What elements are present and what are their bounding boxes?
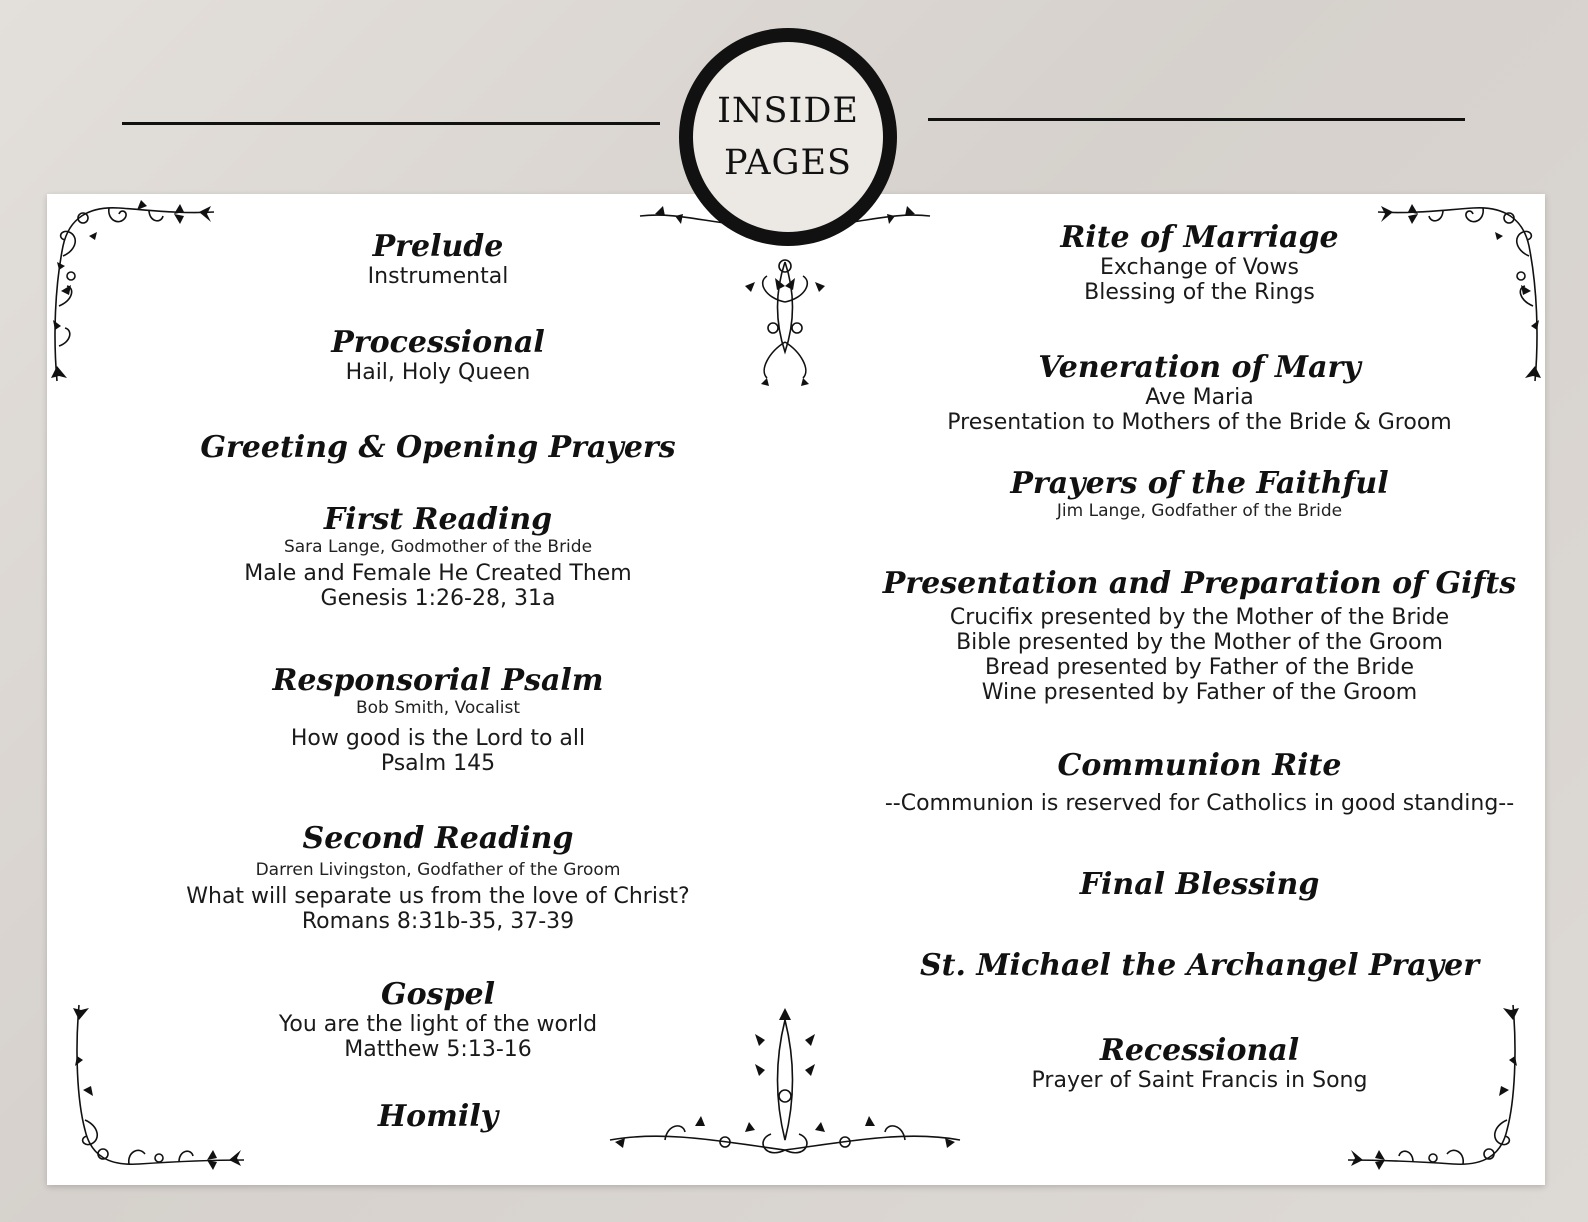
rite-line-2: Blessing of the Rings xyxy=(1084,280,1315,305)
section-final-blessing xyxy=(832,868,1567,902)
section-second-reading xyxy=(47,822,829,934)
heading-prelude: Prelude xyxy=(372,229,504,264)
heading-homily: Homily xyxy=(377,1099,499,1134)
communion-note: --Communion is reserved for Catholics in good standing-- xyxy=(884,791,1515,816)
corner-flourish-bottom-right-icon xyxy=(1343,1000,1543,1180)
second-reading-reader: Darren Livingston, Godfather of the Groom xyxy=(255,860,621,880)
corner-flourish-bottom-left-icon xyxy=(49,1000,249,1180)
veneration-line-1: Ave Maria xyxy=(1145,385,1254,410)
first-reading-title: Male and Female He Created Them xyxy=(244,561,632,586)
first-reading-citation: Genesis 1:26-28, 31a xyxy=(320,586,556,611)
heading-gifts: Presentation and Preparation of Gifts xyxy=(882,566,1517,601)
section-greeting xyxy=(47,431,829,465)
prayers-reader: Jim Lange, Godfather of the Bride xyxy=(1056,501,1343,521)
second-reading-citation: Romans 8:31b-35, 37-39 xyxy=(301,909,575,934)
section-gifts xyxy=(832,567,1567,705)
heading-final-blessing: Final Blessing xyxy=(1079,867,1320,902)
gifts-line-4: Wine presented by Father of the Groom xyxy=(981,680,1418,705)
inside-pages-badge xyxy=(679,28,897,246)
badge-line-1: INSIDE xyxy=(717,91,859,131)
section-prayers xyxy=(832,467,1567,521)
gifts-line-2: Bible presented by the Mother of the Groom xyxy=(956,630,1443,655)
corner-flourish-top-right-icon xyxy=(1373,196,1543,386)
heading-veneration: Veneration of Mary xyxy=(1038,350,1361,385)
heading-st-michael: St. Michael the Archangel Prayer xyxy=(919,948,1480,983)
center-flourish-bottom-icon xyxy=(605,1000,965,1175)
prelude-line: Instrumental xyxy=(367,264,509,289)
heading-greeting: Greeting & Opening Prayers xyxy=(200,430,676,465)
recessional-line: Prayer of Saint Francis in Song xyxy=(1031,1068,1368,1093)
section-communion xyxy=(832,749,1567,816)
heading-gospel: Gospel xyxy=(381,977,495,1012)
badge-face xyxy=(693,42,883,232)
gifts-line-1: Crucifix presented by the Mother of the Bride xyxy=(949,605,1450,630)
heading-prayers: Prayers of the Faithful xyxy=(1010,466,1389,501)
heading-rite: Rite of Marriage xyxy=(1060,220,1339,255)
heading-psalm: Responsorial Psalm xyxy=(272,663,604,698)
section-first-reading xyxy=(47,503,829,611)
heading-communion: Communion Rite xyxy=(1057,748,1342,783)
first-reading-reader: Sara Lange, Godmother of the Bride xyxy=(283,537,593,557)
heading-first-reading: First Reading xyxy=(323,502,553,537)
veneration-line-2: Presentation to Mothers of the Bride & Groom xyxy=(947,410,1452,435)
divider-line-right xyxy=(928,118,1465,121)
section-st-michael xyxy=(832,949,1567,983)
psalm-reader: Bob Smith, Vocalist xyxy=(355,698,521,718)
gifts-line-3: Bread presented by Father of the Bride xyxy=(984,655,1415,680)
processional-line: Hail, Holy Queen xyxy=(345,360,531,385)
divider-line-left xyxy=(122,122,660,125)
gospel-citation: Matthew 5:13-16 xyxy=(344,1037,532,1062)
heading-recessional: Recessional xyxy=(1099,1033,1300,1068)
heading-second-reading: Second Reading xyxy=(302,821,574,856)
badge-line-2: PAGES xyxy=(723,143,853,183)
psalm-title: How good is the Lord to all xyxy=(290,726,586,751)
heading-processional: Processional xyxy=(331,325,545,360)
corner-flourish-top-left-icon xyxy=(49,196,219,386)
section-psalm xyxy=(47,664,829,776)
gospel-title: You are the light of the world xyxy=(278,1012,598,1037)
psalm-citation: Psalm 145 xyxy=(380,751,496,776)
rite-line-1: Exchange of Vows xyxy=(1100,255,1299,280)
program-spread xyxy=(47,194,1545,1185)
second-reading-title: What will separate us from the love of Christ? xyxy=(186,884,690,909)
